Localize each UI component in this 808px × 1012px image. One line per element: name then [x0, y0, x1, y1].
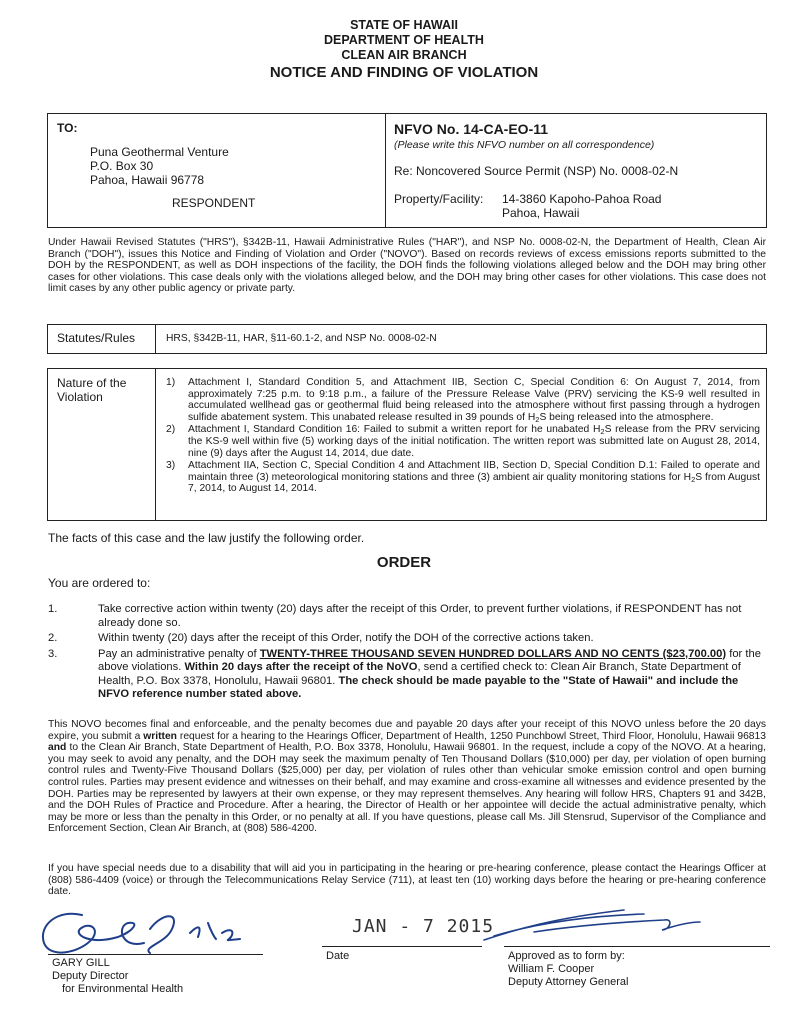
approver-title: Deputy Attorney General	[508, 976, 629, 988]
order-item	[48, 648, 764, 702]
address-line-2: P.O. Box 30	[90, 159, 154, 173]
statutes-label: Statutes/Rules	[57, 331, 136, 345]
payment-address: , send a certified check to: Clean Air Branch, State Department of Health, P.O. Box 3378, Honolulu, Hawaii 96801.	[98, 661, 741, 687]
order-item	[48, 603, 764, 630]
document-title: NOTICE AND FINDING OF VIOLATION	[269, 64, 539, 81]
nfvo-number: NFVO No. 14-CA-EO-11	[394, 121, 549, 137]
property-line-2: Pahoa, Hawaii	[502, 206, 580, 220]
permit-reference: Re: Noncovered Source Permit (NSP) No. 0008-02-N	[394, 164, 679, 178]
address-line-3: Pahoa, Hawaii 96778	[90, 173, 205, 187]
order-text: Pay an administrative penalty of	[98, 647, 260, 660]
violation-text: Attachment IIA, Section C, Special Condition 4 and Attachment IIB, Section D, Special Condition D.1: Failed to operate and maintain three (3) meteorological monitoring stations and three (3) ambient air quality monitoring stations for H	[188, 460, 760, 483]
signature-line-approval	[504, 946, 770, 947]
statutes-divider	[155, 324, 156, 354]
order-number: 3.	[48, 647, 58, 660]
director-block	[52, 957, 183, 996]
novo-emphasis-and: and	[48, 742, 67, 754]
director-title: Deputy Director	[52, 970, 129, 982]
violation-text: Attachment I, Standard Condition 16: Failed to submit a written report for he unabated H	[188, 424, 601, 436]
date-label: Date	[326, 950, 350, 962]
header-state: STATE OF HAWAII	[350, 18, 458, 32]
ordered-to: You are ordered to:	[48, 576, 151, 590]
nature-label-line-1: Nature of the	[57, 376, 127, 390]
address-line-1: Puna Geothermal Venture	[90, 145, 229, 159]
date-stamp: JAN - 7 2015	[352, 916, 495, 937]
property-label: Property/Facility:	[394, 192, 484, 206]
signature-cooper	[474, 900, 714, 950]
violation-number: 3)	[166, 460, 176, 472]
nature-label-line-2: Violation	[57, 390, 103, 404]
director-name: GARY GILL	[52, 957, 110, 969]
header-branch: CLEAN AIR BRANCH	[341, 48, 467, 62]
order-list	[48, 603, 764, 702]
special-needs-paragraph: If you have special needs due to a disability that will aid you in participating in the hearing or pre-hearing conference, please contact the Hearings Officer at (808) 586-4409 (voice) or through the Telecommunications Relay Service (711), at least ten (10) working days before the hearing or pre-hearing conference date.	[48, 863, 766, 898]
director-title-2: for Environmental Health	[62, 983, 184, 995]
violation-text-cont: S from August 7, 2014, to August 14, 2014.	[188, 471, 760, 495]
violation-list	[166, 377, 760, 495]
nature-divider	[155, 368, 156, 521]
novo-text: This NOVO becomes final and enforceable, and the penalty becomes due and payable 20 days after your receipt of this NOVO unless before the 20 days expire, you submit a	[48, 719, 766, 742]
novo-emphasis-written: written	[143, 730, 177, 742]
subscript: 2	[535, 414, 540, 424]
intro-paragraph: Under Hawaii Revised Statutes ("HRS"), §342B-11, Hawaii Administrative Rules ("HAR"), and NSP No. 0008-02-N, the Department of Health, Clean Air Branch ("DOH"), issues this Notice and Finding of Violation and Order ("NOVO"). Based on records reviews of excess emissions reports submitted to the DOH by the RESPONDENT, as well as DOH inspections of the facility, the DOH finds the following violations alleged below and the DOH may bring other cases for other violations. This case deals only with the violations alleged below, and the DOH may bring other cases for other violations. This case does not limit cases by any other public agency or private party.	[48, 237, 766, 295]
approved-label: Approved as to form by:	[508, 950, 625, 962]
order-number: 1.	[48, 603, 58, 615]
approver-name: William F. Cooper	[508, 963, 595, 975]
signature-line-director	[48, 954, 263, 955]
property-address	[502, 192, 661, 220]
to-box-divider	[385, 113, 386, 228]
violation-text: Attachment I, Standard Condition 5, and Attachment IIB, Section C, Special Condition 6: On August 7, 2014, from approximately 7:25 p.m. to 9:18 p.m., a failure of the Pressure Release Valve (PRV) servicing the KS-9 well resulted in accumulated wellhead gas or geothermal fluid being released into the atmosphere without first passing through a hydrogen sulfide abatement system. This unabated release resulted in 39 pounds of H	[188, 377, 760, 423]
payment-deadline: Within 20 days after the receipt of the NoVO	[184, 661, 418, 673]
violation-text-cont: S release from the PRV servicing the KS-9 well within five (5) working days of the initial notification. The written report was submitted late on August 28, 2014, nine (9) days after the August 14, 2014, due date.	[188, 424, 761, 459]
violation-item	[166, 424, 760, 459]
approval-block	[508, 950, 628, 989]
novo-paragraph	[48, 719, 766, 835]
violation-item	[166, 377, 760, 423]
order-heading: ORDER	[376, 554, 432, 571]
property-line-1: 14-3860 Kapoho-Pahoa Road	[502, 192, 662, 206]
nature-label	[57, 376, 126, 404]
nfvo-note: (Please write this NFVO number on all correspondence)	[394, 139, 655, 151]
order-item	[48, 632, 764, 646]
novo-text-cont: request for a hearing to the Hearings Officer, Department of Health, 1250 Punchbowl Street, Third Floor, Honolulu, Hawaii 96813	[176, 730, 766, 742]
respondent-label: RESPONDENT	[172, 196, 256, 210]
subscript: 2	[600, 427, 605, 437]
order-number: 2.	[48, 632, 58, 644]
violation-number: 1)	[166, 377, 176, 388]
violation-text-cont: S being released into the atmosphere.	[539, 411, 714, 423]
header-department: DEPARTMENT OF HEALTH	[324, 33, 484, 47]
statutes-value: HRS, §342B-11, HAR, §11-60.1-2, and NSP No. 0008-02-N	[166, 333, 437, 344]
payment-instructions: The check should be made payable to the "State of Hawaii" and include the NFVO reference number stated above.	[98, 674, 739, 700]
order-text: Within twenty (20) days after the receipt of this Order, notify the DOH of the corrective actions taken.	[98, 632, 594, 644]
violation-item	[166, 460, 760, 495]
to-label: TO:	[57, 121, 78, 135]
novo-text-rest: to the Clean Air Branch, State Department of Health, P.O. Box 3378, Honolulu, Hawaii 96801. In the request, include a copy of the NOVO. At a hearing, you may seek to avoid any penalty, and the DOH may seek the maximum penalty of Ten Thousand Dollars ($10,000) per day, per violation of open burning control rules and Twenty-Five Thousand Dollars ($25,000) per day, per violation of rules other than vehicular smoke emission control and open burning control rules. Parties may present evidence and witnesses on their behalf, and may examine and cross-examine all witnesses and evidence presented by the DOH. Parties may be represented by lawyers at their own expense, or they may represent themselves. Any hearing will follow HRS, Chapters 91 and 342B, and the DOH Rules of Practice and Procedure. After a hearing, the Director of Health or her appointee will decide the actual administrative penalty, which may be more or less than the penalty in this Order, or no penalty at all. If you have questions, please call Ms. Jill Stensrud, Supervisor of the Compliance and Enforcement Section, Clean Air Branch, at (808) 586-4200.	[48, 742, 766, 835]
subscript: 2	[691, 474, 696, 484]
facts-statement: The facts of this case and the law justify the following order.	[48, 531, 365, 545]
penalty-amount: TWENTY-THREE THOUSAND SEVEN HUNDRED DOLLARS AND NO CENTS ($23,700.00)	[259, 647, 727, 660]
violation-number: 2)	[166, 424, 176, 436]
order-text-cont: for the above violations.	[98, 647, 761, 673]
signature-line-date	[322, 946, 482, 947]
order-text: Take corrective action within twenty (20) days after the receipt of this Order, to prevent further violations, if RESPONDENT has not already done so.	[98, 603, 742, 629]
respondent-address	[90, 145, 229, 187]
